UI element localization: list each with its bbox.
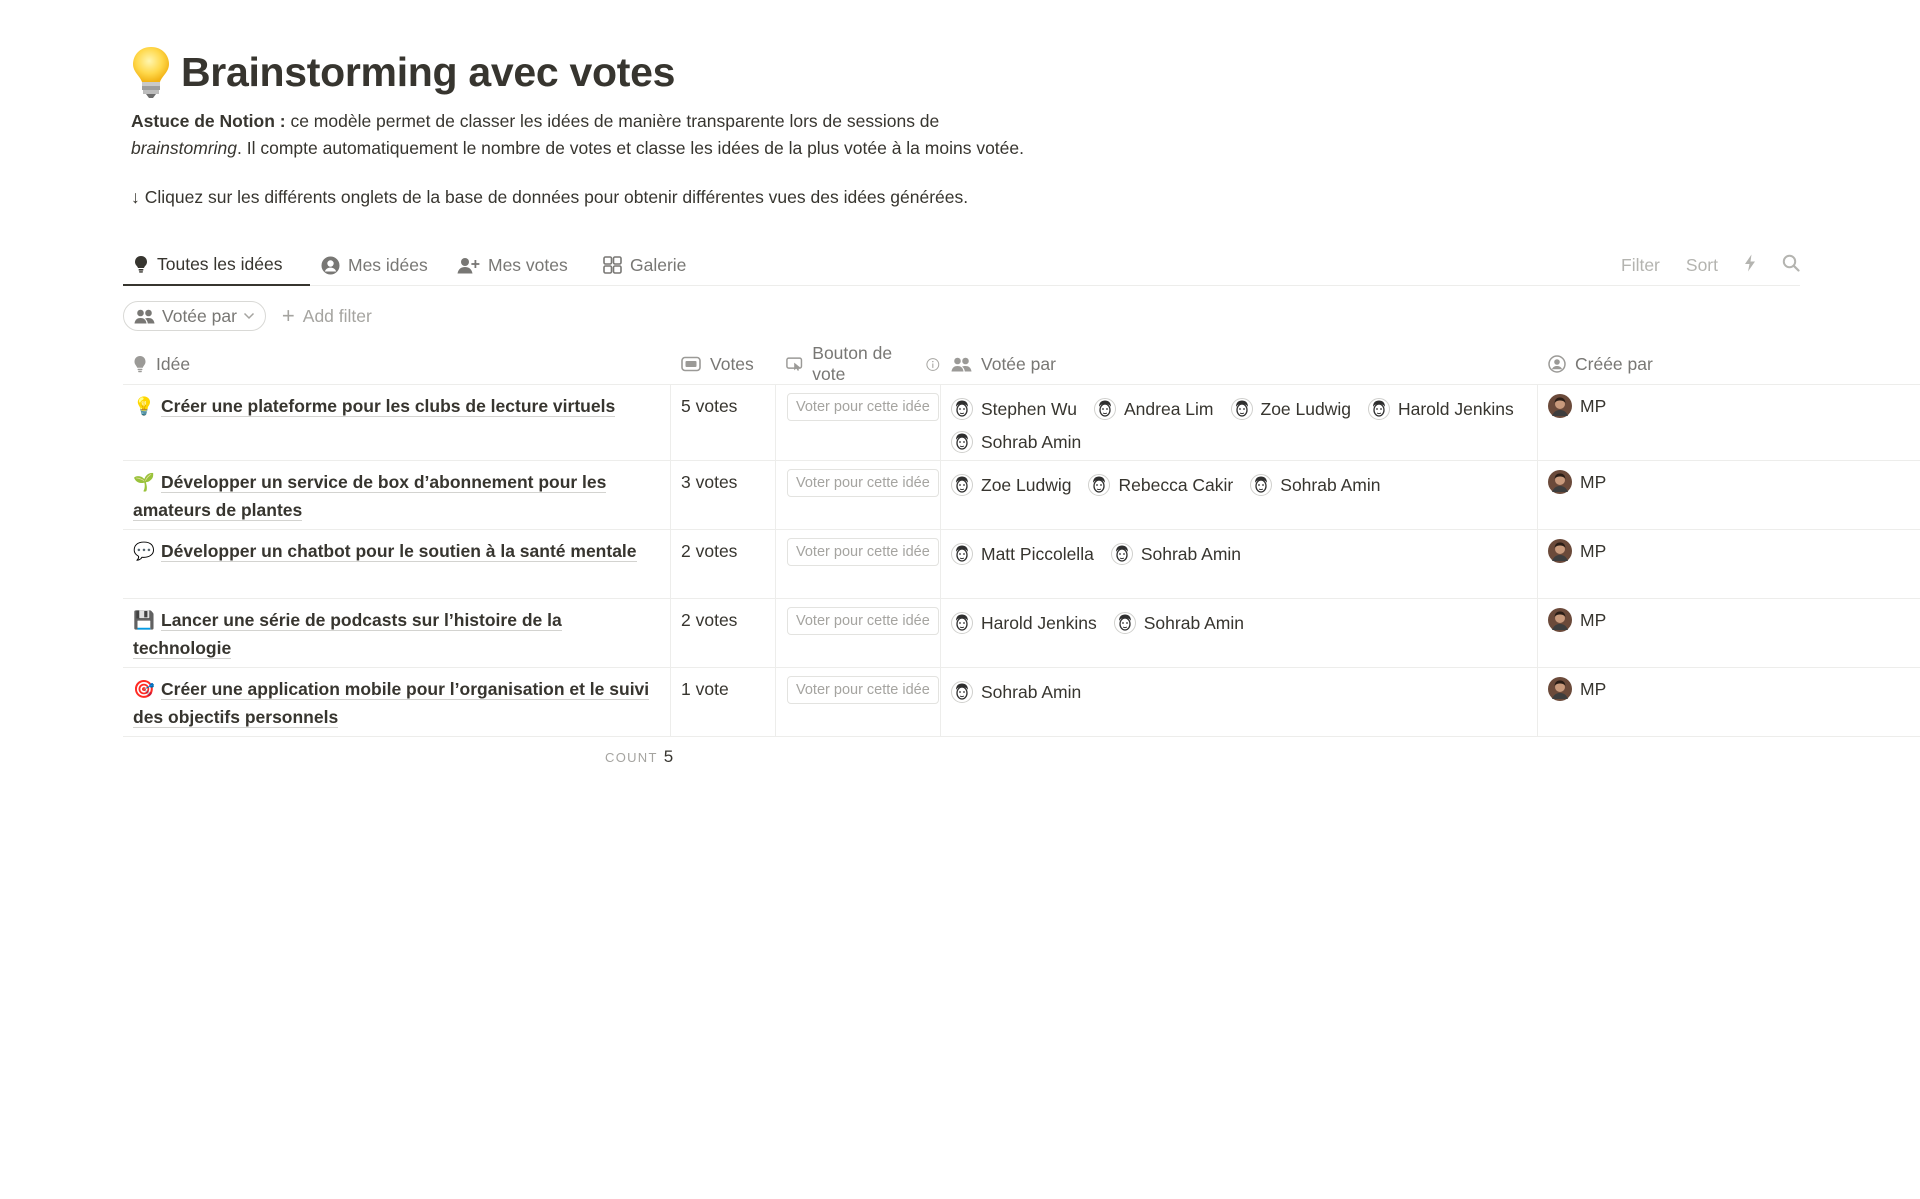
- column-header-idee[interactable]: [123, 343, 670, 385]
- add-filter-button[interactable]: [282, 305, 372, 327]
- voter-name: Rebecca Cakir: [1118, 474, 1234, 495]
- created-by-cell[interactable]: [1538, 668, 1918, 736]
- votes-cell: 1 vote: [681, 679, 729, 699]
- chip-label: Votée par: [162, 305, 237, 326]
- votes-cell: 3 votes: [681, 472, 738, 492]
- voter-chip[interactable]: [951, 468, 1071, 501]
- filter-chip-votee-par[interactable]: [123, 301, 266, 331]
- vote-button-cell: [776, 385, 940, 460]
- voter-chip[interactable]: [951, 675, 1081, 708]
- vote-button[interactable]: Voter pour cette idée: [787, 469, 939, 497]
- table-row[interactable]: [123, 668, 1920, 737]
- table-row[interactable]: [123, 599, 1920, 668]
- tab-mes-idees[interactable]: [311, 244, 438, 286]
- tab-label: Mes votes: [488, 254, 568, 275]
- avatar: [1368, 398, 1390, 420]
- vote-button[interactable]: Voter pour cette idée: [787, 607, 939, 635]
- avatar: [1114, 612, 1136, 634]
- creator-initials: MP: [1580, 679, 1607, 699]
- voter-chip[interactable]: [1250, 468, 1380, 501]
- table-body: [123, 385, 1920, 737]
- tab-label: Toutes les idées: [157, 253, 283, 274]
- voter-name: Zoe Ludwig: [981, 474, 1072, 495]
- lightbulb-outline-icon: [133, 355, 147, 373]
- table-row[interactable]: [123, 530, 1920, 599]
- button-cursor-icon: [786, 356, 803, 372]
- gallery-icon: [603, 256, 622, 274]
- sort-button[interactable]: Sort: [1685, 254, 1718, 275]
- add-filter-label: Add filter: [302, 305, 372, 326]
- voted-by-cell[interactable]: [941, 530, 1537, 598]
- arrow-down-icon: ↓: [131, 187, 140, 207]
- column-label: Créée par: [1575, 353, 1653, 374]
- plus-icon: +: [281, 303, 295, 328]
- voter-name: Matt Piccolella: [981, 543, 1094, 564]
- tab-label: Mes idées: [348, 254, 428, 275]
- created-by-cell[interactable]: [1538, 385, 1918, 460]
- avatar: [951, 398, 973, 420]
- page-description: [131, 108, 1171, 162]
- filter-bar: [123, 301, 372, 331]
- idea-title[interactable]: Lancer une série de podcasts sur l’histoire de la technologie: [133, 610, 562, 658]
- avatar: [951, 474, 973, 496]
- table-footer: [123, 737, 1920, 777]
- voter-name: Stephen Wu: [981, 398, 1077, 419]
- tip-bold: Astuce de Notion :: [131, 111, 286, 131]
- vote-button-cell: [776, 530, 940, 598]
- hint-text: [131, 187, 968, 208]
- vote-button-cell: [776, 461, 940, 529]
- voter-chip[interactable]: [951, 537, 1094, 570]
- voted-by-cell[interactable]: [941, 461, 1537, 529]
- voted-by-cell[interactable]: [941, 385, 1537, 460]
- creator-initials: MP: [1580, 541, 1607, 561]
- avatar: [1111, 543, 1133, 565]
- created-by-cell[interactable]: [1538, 461, 1918, 529]
- automation-bolt-icon[interactable]: [1744, 254, 1756, 277]
- rollup-icon: [681, 356, 701, 372]
- avatar: [1250, 474, 1272, 496]
- idea-cell[interactable]: [123, 461, 670, 529]
- idea-emoji-icon: 💾: [133, 610, 155, 630]
- column-label: Bouton de vote: [812, 343, 893, 384]
- voter-name: Sohrab Amin: [1140, 543, 1242, 564]
- column-header-votes[interactable]: [671, 343, 775, 385]
- filter-button[interactable]: Filter: [1621, 254, 1660, 275]
- count-summary: [605, 747, 673, 767]
- votes-cell: 2 votes: [681, 541, 738, 561]
- count-label: COUNT: [605, 750, 658, 765]
- idea-cell[interactable]: [123, 530, 670, 598]
- tab-mes-votes[interactable]: [447, 244, 578, 286]
- vote-button[interactable]: Voter pour cette idée: [787, 676, 939, 704]
- voted-by-cell[interactable]: [941, 599, 1537, 667]
- avatar: [951, 681, 973, 703]
- creator-initials: MP: [1580, 472, 1607, 492]
- idea-emoji-icon: 🎯: [133, 679, 155, 699]
- idea-emoji-icon: 🌱: [133, 472, 155, 492]
- table-row[interactable]: [123, 461, 1920, 530]
- voter-chip[interactable]: [1114, 606, 1244, 639]
- avatar: [1548, 470, 1572, 494]
- voter-name: Sohrab Amin: [1143, 612, 1244, 633]
- chevron-down-icon: [243, 312, 255, 320]
- vote-button-cell: [776, 599, 940, 667]
- column-header-votee-par[interactable]: [941, 343, 1537, 385]
- created-by-icon: [1548, 355, 1566, 373]
- avatar: [1088, 474, 1110, 496]
- tab-label: Galerie: [630, 254, 687, 275]
- voter-chip[interactable]: [951, 606, 1097, 639]
- creator-initials: MP: [1580, 396, 1607, 416]
- voter-name: Sohrab Amin: [981, 681, 1082, 702]
- people-icon: [134, 309, 155, 324]
- idea-title[interactable]: Créer une plateforme pour les clubs de lecture virtuels: [161, 396, 616, 416]
- voter-chip[interactable]: [1111, 537, 1241, 570]
- avatar: [1548, 539, 1572, 563]
- hint-label: Cliquez sur les différents onglets de la base de données pour obtenir différentes vues des idées générées.: [144, 187, 969, 207]
- avatar: [951, 612, 973, 634]
- column-header-bouton-de-vote[interactable]: [776, 343, 940, 385]
- avatar: [951, 431, 973, 453]
- voter-chip[interactable]: [951, 392, 1077, 425]
- idea-cell[interactable]: [123, 599, 670, 667]
- tab-galerie[interactable]: [593, 244, 696, 286]
- idea-title[interactable]: Créer une application mobile pour l’organisation et le suivi des objectifs personnels: [133, 679, 650, 727]
- voter-chip[interactable]: [1231, 392, 1351, 425]
- avatar: [1231, 398, 1253, 420]
- vote-button[interactable]: Voter pour cette idée: [787, 393, 939, 421]
- idea-emoji-icon: 💡: [133, 396, 155, 416]
- page-title-row: [129, 44, 675, 100]
- lightbulb-emoji-icon: [129, 44, 173, 100]
- ideas-table: [123, 343, 1920, 777]
- voter-name: Harold Jenkins: [1397, 398, 1514, 419]
- avatar: [1548, 608, 1572, 632]
- idea-emoji-icon: 💬: [133, 541, 155, 561]
- avatar: [1548, 677, 1572, 701]
- search-icon[interactable]: [1782, 254, 1800, 277]
- view-toolbar: [1621, 244, 1800, 286]
- page-title: Brainstorming avec votes: [181, 48, 676, 95]
- avatar: [1094, 398, 1116, 420]
- voter-name: Sohrab Amin: [1280, 474, 1381, 495]
- user-plus-icon: [457, 257, 480, 274]
- count-value: 5: [663, 747, 674, 766]
- column-header-creee-par[interactable]: [1538, 343, 1918, 385]
- column-label: Votée par: [981, 353, 1056, 374]
- vote-button-cell: [776, 668, 940, 736]
- idea-cell[interactable]: [123, 385, 670, 460]
- avatar: [951, 543, 973, 565]
- voted-by-cell[interactable]: [941, 668, 1537, 736]
- idea-title[interactable]: Développer un service de box d’abonnement pour les amateurs de plantes: [133, 472, 607, 520]
- people-icon: [951, 357, 972, 372]
- votes-cell: 5 votes: [681, 396, 738, 416]
- column-label: Votes: [710, 353, 754, 374]
- avatar: [1548, 394, 1572, 418]
- view-tabs: [123, 244, 1800, 286]
- creator-initials: MP: [1580, 610, 1607, 630]
- created-by-cell[interactable]: [1538, 530, 1918, 598]
- table-row[interactable]: [123, 385, 1920, 461]
- voter-chip[interactable]: [951, 425, 1081, 458]
- tip-text-2: . Il compte automatiquement le nombre de votes et classe les idées de la plus votée à la moins votée.: [237, 138, 1024, 158]
- tip-italic: brainstomring: [131, 138, 238, 158]
- table-header: [123, 343, 1920, 385]
- voter-chip[interactable]: [1368, 392, 1514, 425]
- created-by-cell[interactable]: [1538, 599, 1918, 667]
- voter-name: Andrea Lim: [1124, 398, 1214, 419]
- tab-toutes-les-idees[interactable]: [123, 244, 310, 286]
- lightbulb-icon: [133, 255, 149, 273]
- voter-chip[interactable]: [1088, 468, 1233, 501]
- column-label: Idée: [156, 353, 191, 374]
- voter-name: Harold Jenkins: [981, 612, 1097, 633]
- info-icon: [926, 357, 940, 372]
- idea-title[interactable]: Développer un chatbot pour le soutien à la santé mentale: [161, 541, 637, 561]
- user-circle-icon: [321, 256, 340, 275]
- voter-name: Sohrab Amin: [981, 431, 1082, 452]
- idea-cell[interactable]: [123, 668, 670, 736]
- voter-name: Zoe Ludwig: [1260, 398, 1351, 419]
- votes-cell: 2 votes: [681, 610, 738, 630]
- tip-text-1: ce modèle permet de classer les idées de manière transparente lors de sessions de: [285, 111, 940, 131]
- voter-chip[interactable]: [1094, 392, 1214, 425]
- vote-button[interactable]: Voter pour cette idée: [787, 538, 939, 566]
